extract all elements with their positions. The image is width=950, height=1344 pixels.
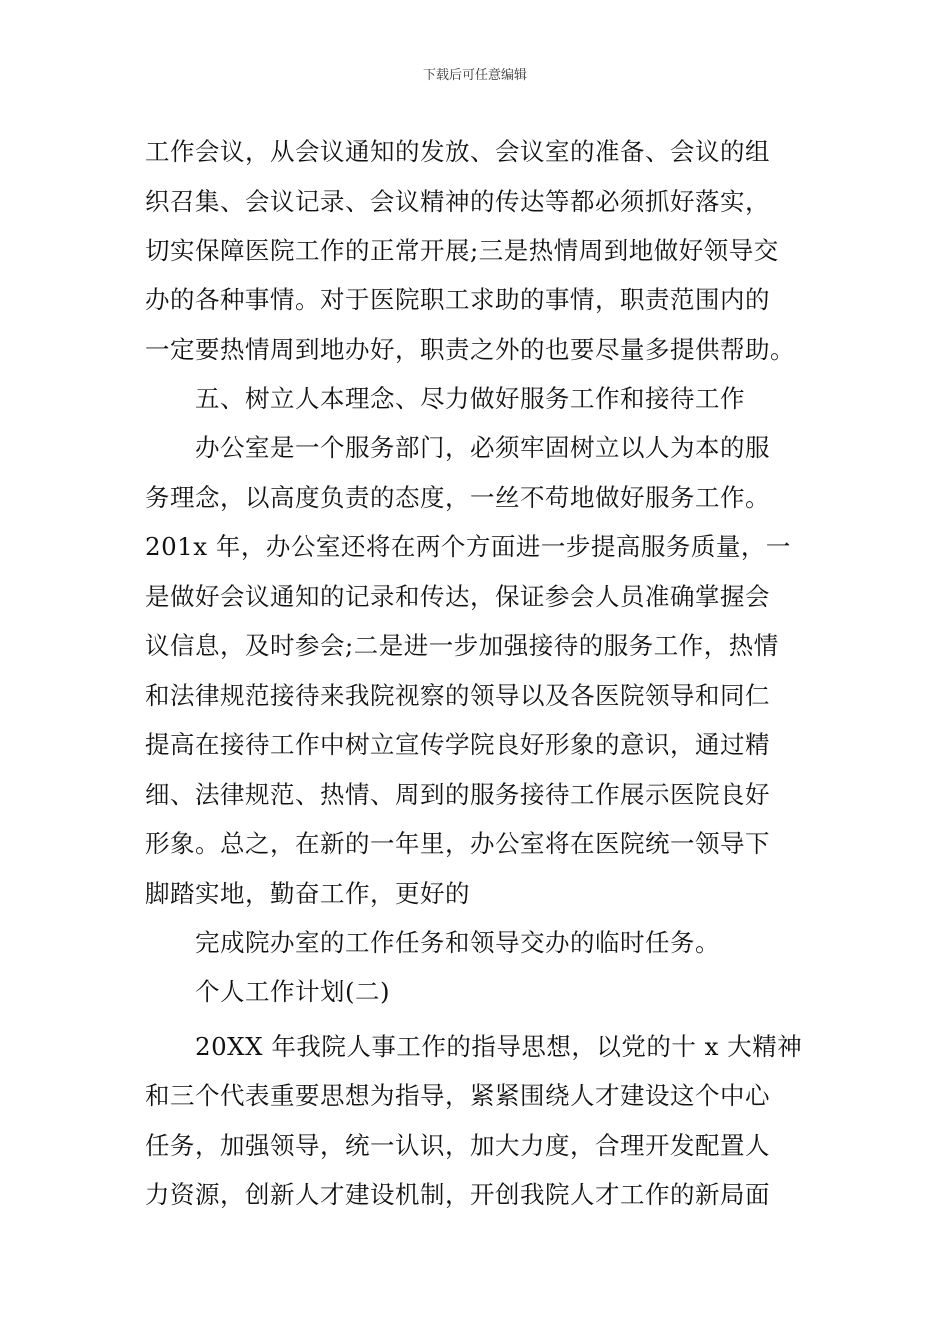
paragraph-line: 脚踏实地，勤奋工作，更好的	[145, 879, 470, 908]
header-note: 下载后可任意编辑	[422, 68, 527, 83]
section-heading: 五、树立人本理念、尽力做好服务工作和接待工作	[195, 384, 745, 413]
paragraph-line: 织召集、会议记录、会议精神的传达等都必须抓好落实，	[145, 187, 770, 216]
paragraph-line: 务理念，以高度负责的态度，一丝不苟地做好服务工作。	[145, 483, 770, 512]
paragraph-line: 任务，加强领导，统一认识，加大力度，合理开发配置人	[145, 1131, 770, 1160]
paragraph-line: 201x 年，办公室还将在两个方面进一步提高服务质量，一	[145, 532, 791, 561]
paragraph-line: 和三个代表重要思想为指导，紧紧围绕人才建设这个中心	[145, 1081, 770, 1110]
paragraph-line: 完成院办室的工作任务和领导交办的临时任务。	[195, 928, 720, 957]
paragraph-line: 力资源，创新人才建设机制，开创我院人才工作的新局面	[145, 1180, 770, 1209]
section-heading: 个人工作计划(二)	[195, 977, 391, 1006]
paragraph-line: 和法律规范接待来我院视察的领导以及各医院领导和同仁	[145, 681, 770, 710]
paragraph-line: 20XX 年我院人事工作的指导思想，以党的十 x 大精神	[195, 1032, 803, 1061]
paragraph-line: 办的各种事情。对于医院职工求助的事情，职责范围内的	[145, 285, 770, 314]
paragraph-line: 议信息，及时参会;二是进一步加强接待的服务工作，热情	[145, 631, 779, 660]
paragraph-line: 工作会议，从会议通知的发放、会议室的准备、会议的组	[145, 137, 770, 166]
paragraph-line: 一定要热情周到地办好，职责之外的也要尽量多提供帮助。	[145, 335, 795, 364]
paragraph-line: 提高在接待工作中树立宣传学院良好形象的意识，通过精	[145, 730, 770, 759]
paragraph-line: 形象。总之，在新的一年里，办公室将在医院统一领导下	[145, 829, 770, 858]
paragraph-line: 切实保障医院工作的正常开展;三是热情周到地做好领导交	[145, 236, 779, 265]
paragraph-line: 是做好会议通知的记录和传达，保证参会人员准确掌握会	[145, 582, 770, 611]
paragraph-line: 细、法律规范、热情、周到的服务接待工作展示医院良好	[145, 780, 770, 809]
paragraph-line: 办公室是一个服务部门，必须牢固树立以人为本的服	[195, 433, 770, 462]
